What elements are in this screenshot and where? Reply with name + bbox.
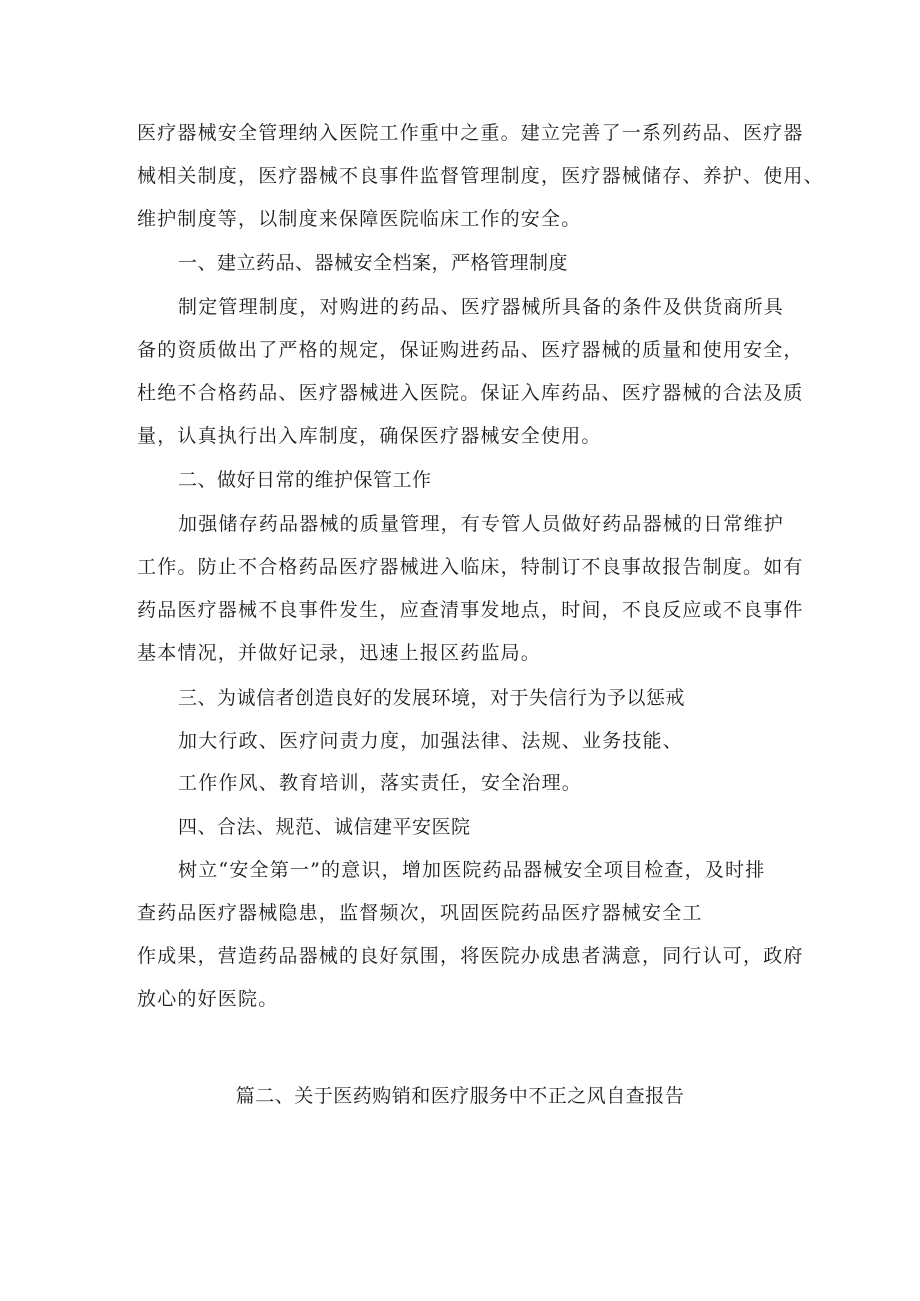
section-3-line-1: 加大行政、医疗问责力度，加强法律、法规、业务技能、	[178, 730, 684, 752]
section-3-heading: 三、为诚信者创造良好的发展环境，对于失信行为予以惩戒	[178, 687, 686, 709]
section-1-heading: 一、建立药品、器械安全档案，严格管理制度	[178, 252, 569, 274]
section-2-line-2: 工作。防止不合格药品医疗器械进入临床，特制订不良事故报告制度。如有	[137, 556, 804, 578]
intro-line-3: 维护制度等，以制度来保障医院临床工作的安全。	[137, 208, 582, 230]
section-4-line-1: 树立“安全第一”的意识，增加医院药品器械安全项目检查，及时排	[178, 859, 766, 881]
intro-line-2: 械相关制度，医疗器械不良事件监督管理制度，医疗器械储存、养护、使用、	[137, 165, 824, 187]
section-1-line-1: 制定管理制度，对购进的药品、医疗器械所具备的条件及供货商所具	[178, 296, 785, 318]
section-2-line-4: 基本情况，并做好记录，迅速上报区药监局。	[137, 642, 542, 664]
section-3-line-2: 工作作风、教育培训，落实责任，安全治理。	[178, 772, 583, 794]
section-2-line-1: 加强储存药品器械的质量管理，有专管人员做好药品器械的日常维护	[178, 513, 785, 535]
section-1-line-3: 杜绝不合格药品、医疗器械进入医院。保证入库药品、医疗器械的合法及质	[137, 382, 804, 404]
section-4-line-2: 查药品医疗器械隐患，监督频次，巩固医院药品医疗器械安全工	[137, 902, 703, 924]
intro-line-1: 医疗器械安全管理纳入医院工作重中之重。建立完善了一系列药品、医疗器	[137, 122, 804, 144]
chapter-title: 篇二、关于医药购销和医疗服务中不正之风自查报告	[235, 1085, 685, 1107]
section-4-line-3: 作成果，营造药品器械的良好氛围，将医院办成患者满意，同行认可，政府	[137, 945, 804, 967]
section-4-line-4: 放心的好医院。	[137, 988, 279, 1010]
section-1-line-2: 备的资质做出了严格的规定，保证购进药品、医疗器械的质量和使用安全，	[137, 339, 804, 361]
section-1-line-4: 量，认真执行出入库制度，确保医疗器械安全使用。	[137, 425, 602, 447]
section-2-line-3: 药品医疗器械不良事件发生，应查清事发地点，时间，不良反应或不良事件	[137, 599, 804, 621]
section-4-heading: 四、合法、规范、诚信建平安医院	[178, 816, 471, 838]
section-2-heading: 二、做好日常的维护保管工作	[178, 469, 432, 491]
